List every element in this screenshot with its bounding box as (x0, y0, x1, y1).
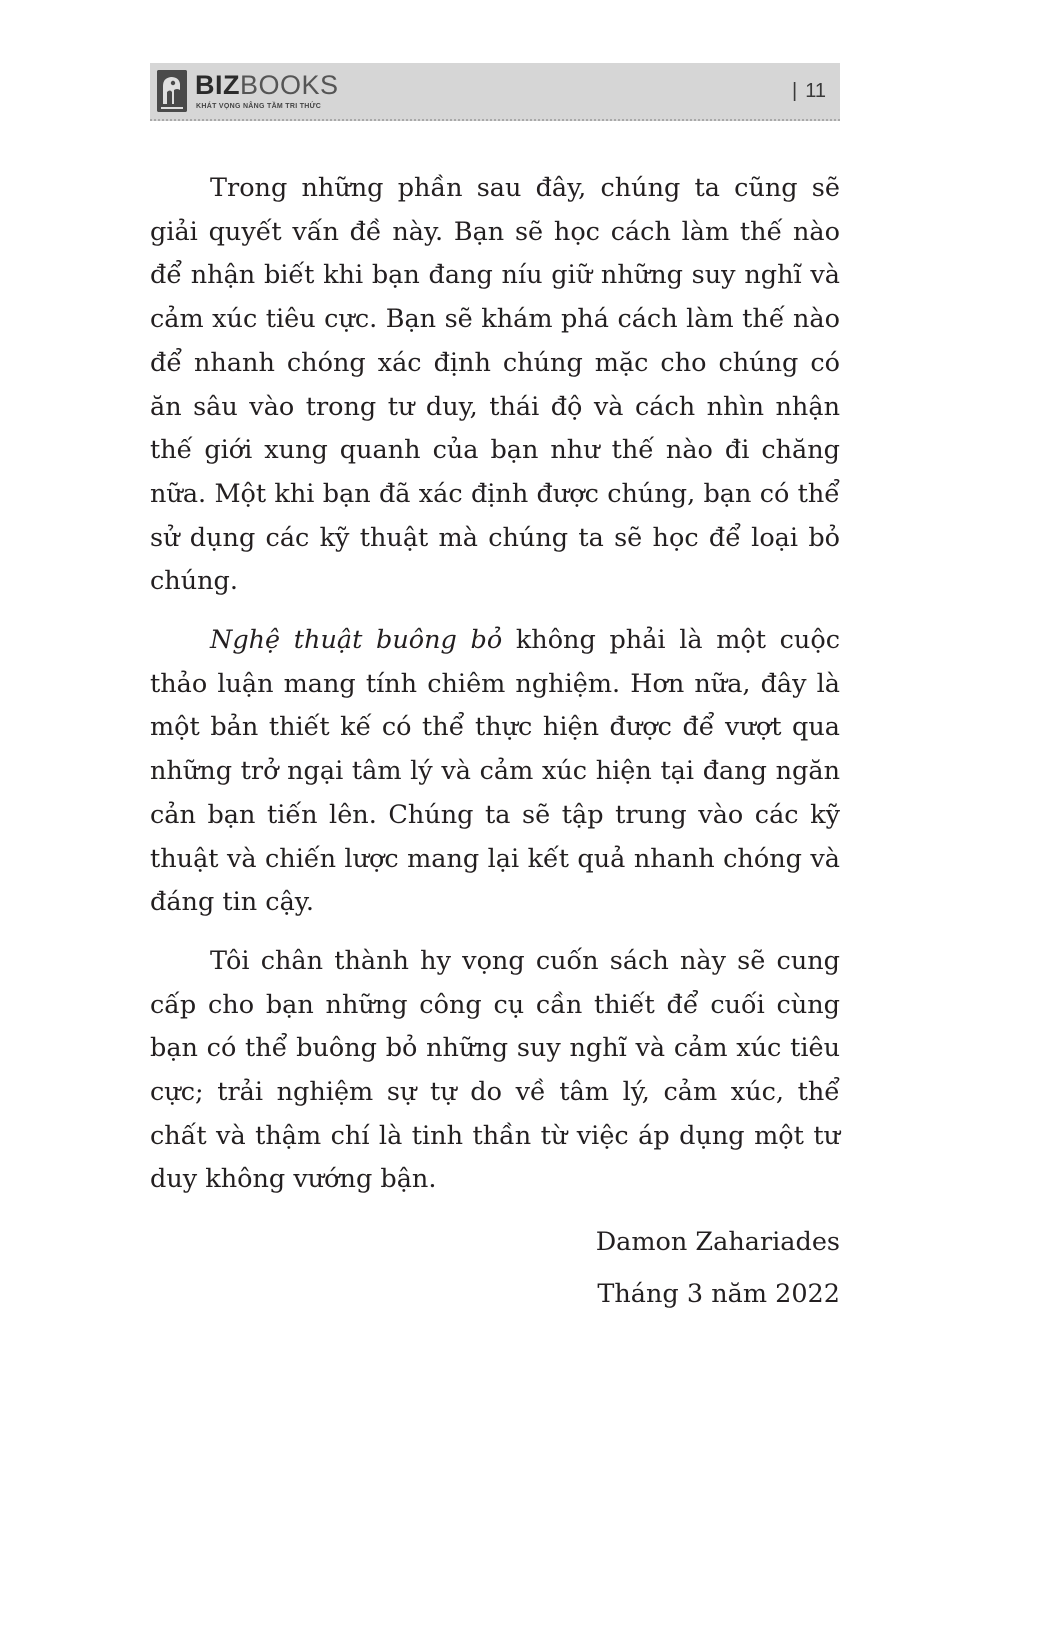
book-title-italic: Nghệ thuật buông bỏ (210, 625, 503, 656)
page-header (150, 63, 840, 121)
paragraph-2-text: không phải là một cuộc thảo luận mang tính chiêm nghiệm. Hơn nữa, đây là một bản thiết kế có thể thực hiện được để vượt qua những trở ngại tâm lý và cảm xúc hiện tại đang ngăn cản bạn tiến lên. Chúng ta sẽ tập trung vào các kỹ thuật và chiến lược mang lại kết quả nhanh chóng và đáng tin cậy. (150, 625, 840, 918)
page-number-separator: | (792, 80, 798, 102)
paragraph-1: Trong những phần sau đây, chúng ta cũng sẽ giải quyết vấn đề này. Bạn sẽ học cách làm thế nào để nhận biết khi bạn đang níu giữ những suy nghĩ và cảm xúc tiêu cực. Bạn sẽ khám phá cách làm thế nào để nhanh chóng xác định chúng mặc cho chúng có ăn sâu vào trong tư duy, thái độ và cách nhìn nhận thế giới xung quanh của bạn như thế nào đi chăng nữa. Một khi bạn đã xác định được chúng, bạn có thể sử dụng các kỹ thuật mà chúng ta sẽ học để loại bỏ chúng. (150, 173, 840, 597)
bizbooks-logo-icon (157, 70, 187, 112)
page-number-value: 11 (805, 80, 826, 102)
paragraph-2 (150, 619, 840, 925)
signature-block (596, 1216, 840, 1320)
signature-author: Damon Zahariades (595, 1227, 840, 1257)
page-number (792, 80, 826, 103)
brand-name (195, 71, 339, 99)
brand-name-light: BOOKS (240, 70, 339, 100)
paragraph-3: Tôi chân thành hy vọng cuốn sách này sẽ cung cấp cho bạn những công cụ cần thiết để cuối cùng bạn có thể buông bỏ những suy nghĩ và cảm xúc tiêu cực; trải nghiệm sự tự do về tâm lý, cảm xúc, thể chất và thậm chí là tinh thần từ việc áp dụng một tư duy không vướng bận. (150, 945, 840, 1195)
body-text (150, 167, 840, 1217)
brand-tagline: KHÁT VỌNG NÂNG TẦM TRI THỨC (196, 103, 322, 110)
brand-name-bold: BIZ (195, 70, 240, 100)
signature-date: Tháng 3 năm 2022 (597, 1279, 840, 1309)
